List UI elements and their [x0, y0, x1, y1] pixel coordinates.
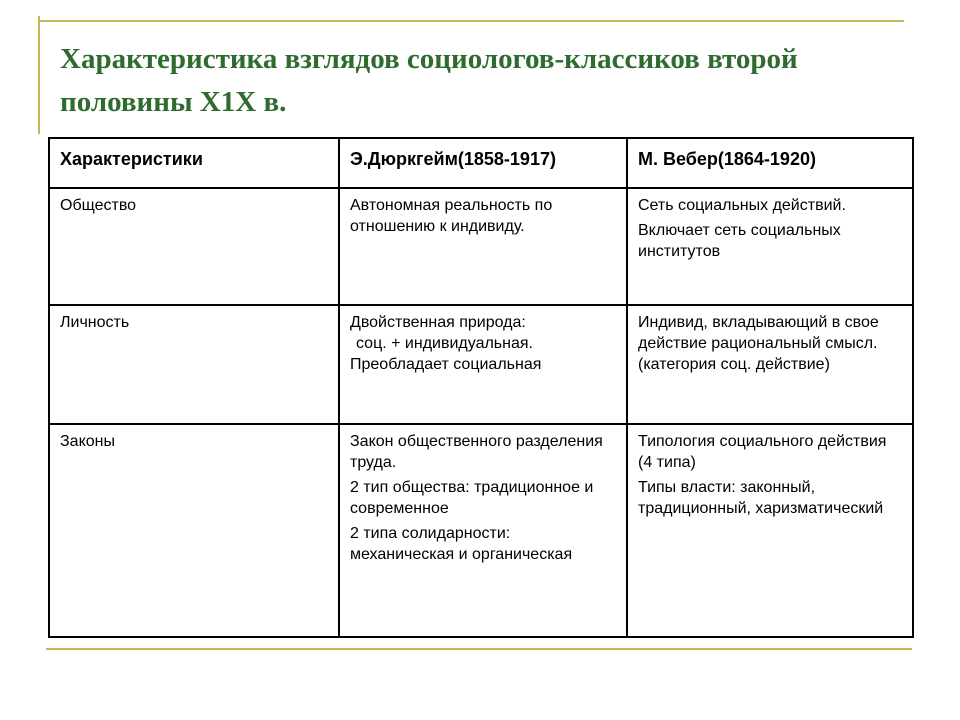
frame-bottom-line	[46, 648, 912, 650]
row-label-laws: Законы	[49, 424, 339, 637]
cell-paragraph: Двойственная природа:	[350, 314, 526, 331]
cell-paragraph: соц. + индивидуальная.	[356, 335, 533, 352]
cell-paragraph: 2 тип общества: традиционное и современное	[350, 479, 594, 517]
cell-paragraph: Автономная реальность по отношению к индивиду.	[350, 197, 553, 235]
comparison-table	[48, 137, 914, 638]
cell-durkheim-society	[339, 188, 627, 305]
row-label-personality: Личность	[49, 305, 339, 424]
table-row	[49, 424, 913, 637]
row-label-society: Общество	[49, 188, 339, 305]
table-row	[49, 305, 913, 424]
slide-title	[60, 38, 910, 124]
slide-title-line-2: половины X1X в.	[60, 86, 287, 118]
cell-paragraph: Индивид, вкладывающий в свое действие рациональный смысл. (категория соц. действие)	[638, 314, 879, 373]
cell-paragraph: Преобладает социальная	[350, 356, 542, 373]
table-row	[49, 188, 913, 305]
cell-weber-personality	[627, 305, 913, 424]
cell-paragraph: Типология социального действия (4 типа)	[638, 433, 887, 471]
frame-top-line	[38, 20, 904, 22]
cell-durkheim-personality	[339, 305, 627, 424]
cell-paragraph: Сеть социальных действий.	[638, 197, 846, 214]
cell-weber-laws	[627, 424, 913, 637]
header-durkheim: Э.Дюркгейм(1858-1917)	[339, 138, 627, 188]
slide-title-line-1: Характеристика взглядов социологов-классиков второй	[60, 43, 798, 75]
table-header-row	[49, 138, 913, 188]
cell-durkheim-laws	[339, 424, 627, 637]
header-weber: М. Вебер(1864-1920)	[627, 138, 913, 188]
cell-paragraph: Типы власти: законный, традиционный, харизматический	[638, 479, 884, 517]
cell-paragraph: Закон общественного разделения труда.	[350, 433, 603, 471]
frame-vertical-line	[38, 16, 40, 134]
header-characteristics: Характеристики	[49, 138, 339, 188]
cell-paragraph: 2 типа солидарности: механическая и органическая	[350, 525, 573, 563]
cell-paragraph: Включает сеть социальных институтов	[638, 222, 841, 260]
cell-weber-society	[627, 188, 913, 305]
